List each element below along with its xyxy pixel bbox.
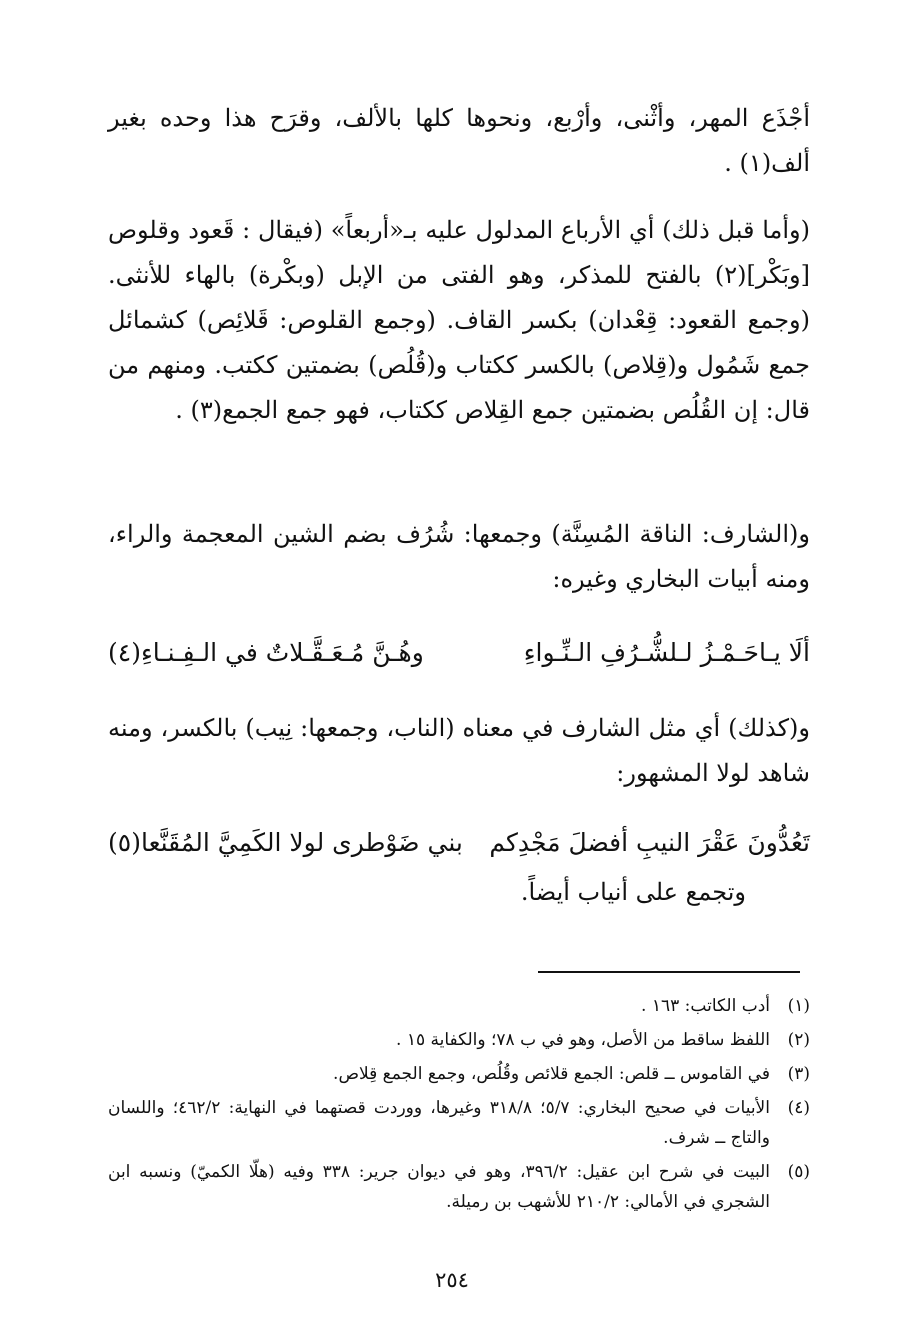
footnote-number: (١) [787, 996, 810, 1016]
verse-1-first-hemistich: ألَا يـاحَـمْـزُ لـلشُّـرُفِ الـنِّـواءِ [523, 638, 810, 667]
footnote-text: الأبيات في صحيح البخاري: ٥/٧؛ ٣١٨/٨ وغيرها، ووردت قصتهما في النهاية: ٤٦٢/٢؛ واللسان والتاج ــ شرف. [108, 1098, 770, 1148]
footnote-2 [108, 1025, 810, 1055]
page-number: ٢٥٤ [435, 1268, 469, 1292]
paragraph-3: و(الشارف: الناقة المُسِنَّة) وجمعها: شُرُف بضم الشين المعجمة والراء، ومنه أبيات البخاري وغيره: [108, 520, 810, 593]
verse-2-first-hemistich: تَعُدُّونَ عَقْرَ النيبِ أفضلَ مَجْدِكم [489, 828, 810, 857]
footnote-text: أدب الكاتب: ١٦٣ . [641, 996, 770, 1016]
footnote-separator [538, 971, 800, 973]
paragraph-5: وتجمع على أنياب أيضاً. [520, 878, 746, 906]
footnote-number: (٢) [787, 1030, 810, 1050]
footnote-4 [108, 1093, 810, 1153]
verse-1-second-hemistich: وهُـنَّ مُـعَـقَّـلاتٌ في الـفِـنـاءِ(٤) [108, 638, 424, 667]
paragraph-4: و(كذلك) أي مثل الشارف في معناه (الناب، وجمعها: نِيب) بالكسر، ومنه شاهد لولا المشهور: [108, 714, 810, 787]
footnote-3 [108, 1059, 810, 1089]
verse-2-second-hemistich: بني ضَوْطرى لولا الكَمِيَّ المُقَنَّعا(٥) [108, 828, 463, 857]
paragraph-1: أجْذَع المهر، وأثْنى، وأرْبع، ونحوها كلها بالألف، وقرَح هذا وحده بغير ألف(١) . [108, 104, 811, 177]
footnote-text: في القاموس ــ قلص: الجمع قلائص وقُلُص، وجمع الجمع قِلاص. [333, 1064, 770, 1084]
footnote-number: (٥) [787, 1162, 810, 1182]
paragraph-2: (وأما قبل ذلك) أي الأرباع المدلول عليه بـ«أربعاً» (فيقال : قَعود وقلوص [وبَكْر](٢) بالفتح للمذكر، وهو الفتى من الإبل (وبكْرة) بالهاء للأنثى. (وجمع القعود: قِعْدان) بكسر القاف. (وجمع القلوص: قَلائِص) كشمائل جمع شَمُول و(قِلاص) بالكسر ككتاب و(قُلُص) بضمتين ككتب. ومنهم من قال: إن القُلُص بضمتين جمع القِلاص ككتاب، فهو جمع الجمع(٣) . [108, 216, 810, 424]
footnote-number: (٤) [787, 1098, 810, 1118]
verse-2 [108, 820, 810, 865]
footnote-5 [108, 1157, 810, 1217]
footnote-1 [108, 991, 810, 1021]
footnote-text: اللفظ ساقط من الأصل، وهو في ب ٧٨؛ والكفاية ١٥ . [396, 1030, 770, 1050]
footnote-number: (٣) [787, 1064, 810, 1084]
footnotes [108, 991, 810, 1221]
footnote-text: البيت في شرح ابن عقيل: ٣٩٦/٢، وهو في ديوان جرير: ٣٣٨ وفيه (هلّا الكميّ) ونسبه ابن الشجري في الأمالي: ٢١٠/٢ للأشهب بن رميلة. [108, 1162, 771, 1212]
verse-1 [108, 630, 810, 675]
